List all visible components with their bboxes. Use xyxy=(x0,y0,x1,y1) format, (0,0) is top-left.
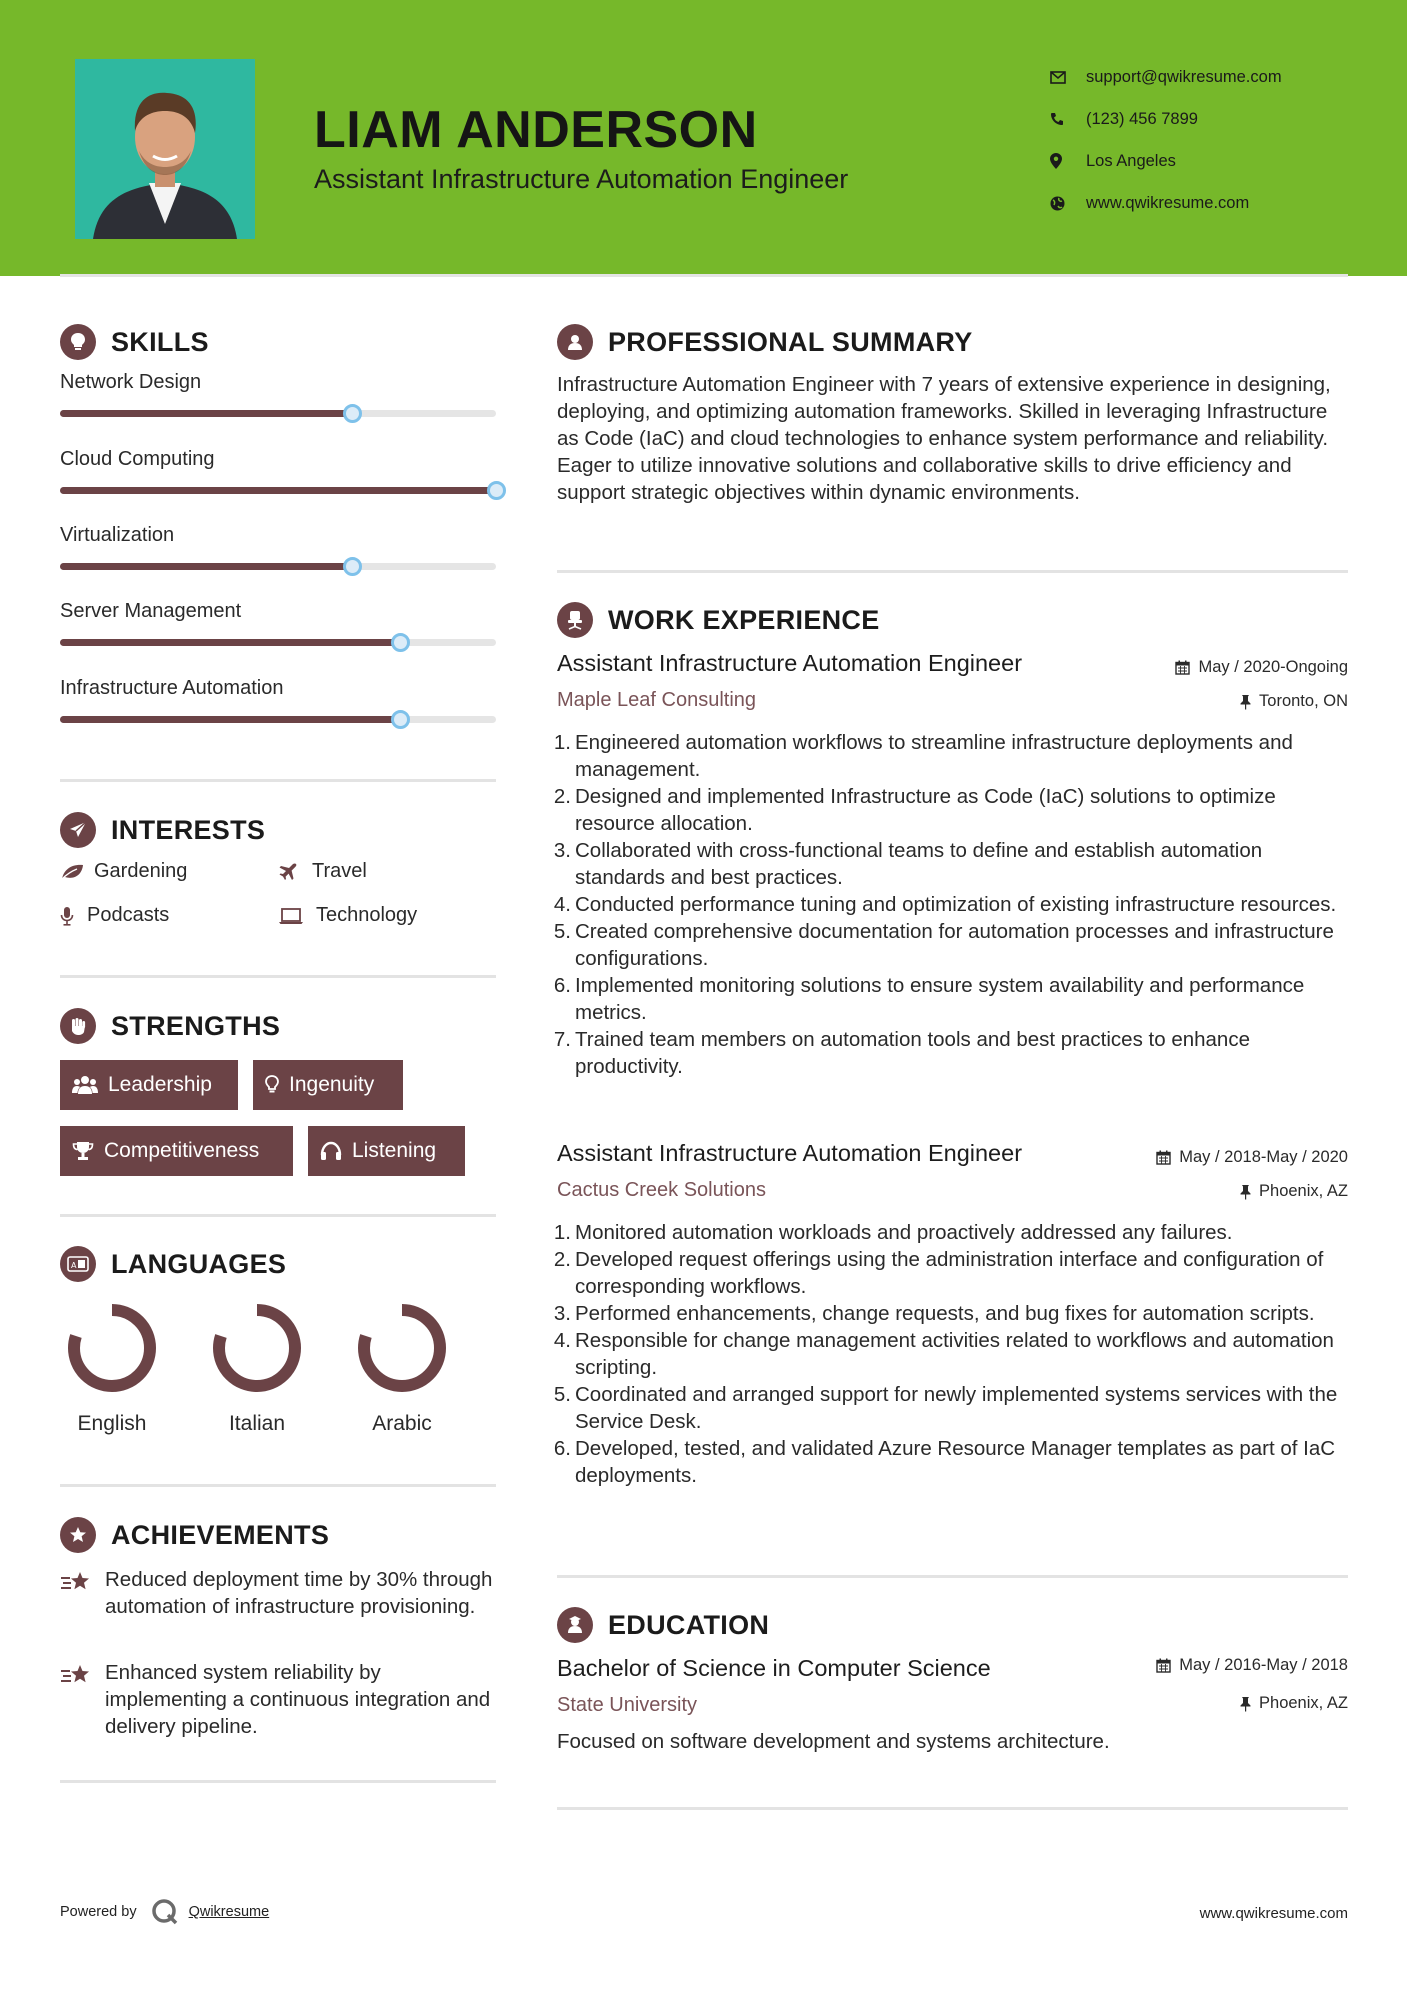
leaf-icon xyxy=(60,863,94,881)
list-item xyxy=(550,1026,1350,1080)
language-ring xyxy=(209,1300,305,1396)
strength-label: Leadership xyxy=(108,1073,212,1096)
list-item xyxy=(550,1435,1350,1489)
job-location xyxy=(1240,692,1348,711)
strength-badge xyxy=(60,1060,238,1110)
skills-heading xyxy=(60,324,209,360)
skill-bar-track xyxy=(60,563,496,570)
footer-website[interactable]: www.qwikresume.com xyxy=(1199,1905,1348,1922)
job-dates xyxy=(1156,1148,1348,1167)
skill-item xyxy=(60,524,496,547)
skill-bar-knob[interactable] xyxy=(343,557,362,576)
skill-name: Infrastructure Automation xyxy=(60,677,284,699)
skill-item xyxy=(60,448,496,471)
users-icon xyxy=(72,1075,98,1095)
shooting-star-icon xyxy=(60,1659,105,1740)
list-text: Coordinated and arranged support for newly implemented systems services with the Service Desk. xyxy=(575,1383,1338,1433)
strengths-heading xyxy=(60,1008,280,1044)
candidate-name: LIAM ANDERSON xyxy=(314,101,758,159)
list-item xyxy=(550,1219,1350,1246)
pushpin-icon xyxy=(1240,1184,1251,1200)
candidate-title: Assistant Infrastructure Automation Engineer xyxy=(314,164,849,194)
list-number: 6. xyxy=(553,974,571,997)
language-ring-arc xyxy=(364,1310,440,1386)
calendar-icon xyxy=(1175,660,1190,675)
pushpin-icon xyxy=(1240,1696,1251,1712)
education-description: Focused on software development and systems architecture. xyxy=(557,1730,1110,1753)
strength-badge xyxy=(253,1060,403,1110)
achievement-text: Reduced deployment time by 30% through automation of infrastructure provisioning. xyxy=(105,1568,493,1618)
laptop-icon xyxy=(278,907,316,925)
languages-title: LANGUAGES xyxy=(111,1248,287,1279)
skill-bar-fill xyxy=(60,716,400,723)
job-title: Assistant Infrastructure Automation Engineer xyxy=(557,1140,1023,1166)
list-number: 2. xyxy=(553,1248,571,1271)
job-responsibilities xyxy=(550,1219,1350,1489)
education-title: EDUCATION xyxy=(608,1609,770,1640)
section-divider xyxy=(60,975,496,978)
section-divider xyxy=(557,570,1348,573)
pushpin-icon xyxy=(1240,694,1251,710)
globe-icon xyxy=(1050,196,1086,211)
language-name: Italian xyxy=(228,1412,286,1435)
graduate-icon xyxy=(557,1607,593,1643)
job-company: Cactus Creek Solutions xyxy=(557,1179,766,1201)
svg-text:A: A xyxy=(71,1261,77,1270)
section-divider xyxy=(60,1214,496,1217)
skill-name: Server Management xyxy=(60,600,242,622)
language-name: Arabic xyxy=(372,1412,432,1435)
language-ring xyxy=(64,1300,160,1396)
interests-heading xyxy=(60,812,265,848)
list-number: 3. xyxy=(553,1302,571,1325)
qwikresume-logo-icon xyxy=(151,1898,179,1926)
degree-title: Bachelor of Science in Computer Science xyxy=(557,1655,991,1681)
section-divider xyxy=(557,1575,1348,1578)
list-item xyxy=(550,972,1350,1026)
language-item xyxy=(197,1300,317,1436)
star-badge-icon xyxy=(60,1517,96,1553)
paper-plane-icon xyxy=(60,812,96,848)
list-text: Engineered automation workflows to streamline infrastructure deployments and management. xyxy=(575,731,1293,781)
contact-block xyxy=(1050,56,1390,224)
skill-bar-fill xyxy=(60,487,496,494)
language-name: English xyxy=(77,1412,147,1435)
profile-photo-illustration xyxy=(75,59,255,239)
contact-website[interactable] xyxy=(1050,182,1390,224)
job-dates-text: May / 2018-May / 2020 xyxy=(1179,1148,1348,1166)
interest-label: Travel xyxy=(312,860,367,882)
strength-label: Listening xyxy=(352,1139,437,1162)
strength-label: Ingenuity xyxy=(289,1073,375,1096)
school-name: State University xyxy=(557,1694,698,1716)
contact-location-text: Los Angeles xyxy=(1086,151,1176,170)
contact-website-text: www.qwikresume.com xyxy=(1086,193,1250,212)
job-title: Assistant Infrastructure Automation Engineer xyxy=(557,650,1023,676)
job-location xyxy=(1240,1182,1348,1201)
phone-icon xyxy=(1050,112,1086,126)
achievement-text: Enhanced system reliability by implementing a continuous integration and delivery pipeline. xyxy=(105,1661,491,1738)
education-dates xyxy=(1156,1656,1348,1675)
section-divider xyxy=(60,779,496,782)
skill-bar-track xyxy=(60,487,496,494)
skill-name: Network Design xyxy=(60,371,202,393)
list-text: Performed enhancements, change requests, and bug fixes for automation scripts. xyxy=(575,1302,1315,1325)
list-number: 6. xyxy=(553,1437,571,1460)
language-ring-arc xyxy=(74,1310,150,1386)
strength-label: Competitiveness xyxy=(104,1139,260,1162)
strength-badge xyxy=(308,1126,465,1176)
skill-bar-fill xyxy=(60,563,352,570)
shooting-star-icon xyxy=(60,1566,105,1620)
skill-bar-fill xyxy=(60,410,352,417)
job-location-text: Toronto, ON xyxy=(1259,692,1348,710)
list-text: Implemented monitoring solutions to ensure system availability and performance metrics. xyxy=(575,974,1305,1024)
job-location-text: Phoenix, AZ xyxy=(1259,1182,1348,1200)
list-number: 7. xyxy=(553,1028,571,1051)
skill-bar-fill xyxy=(60,639,400,646)
hand-fist-icon xyxy=(60,1008,96,1044)
skill-bar-track xyxy=(60,716,496,723)
list-number: 4. xyxy=(553,893,571,916)
interest-label: Podcasts xyxy=(87,904,170,926)
list-item xyxy=(550,891,1350,918)
achievement-item xyxy=(60,1659,500,1740)
skill-bar-knob[interactable] xyxy=(343,404,362,423)
contact-phone-text: (123) 456 7899 xyxy=(1086,109,1198,128)
list-text: Monitored automation workloads and proactively addressed any failures. xyxy=(575,1221,1233,1244)
job-company: Maple Leaf Consulting xyxy=(557,689,757,711)
education-location-text: Phoenix, AZ xyxy=(1259,1694,1348,1712)
job-responsibilities xyxy=(550,729,1350,1080)
qwikresume-link[interactable]: Qwikresume xyxy=(188,1904,270,1920)
list-number: 1. xyxy=(553,731,571,754)
list-text: Developed, tested, and validated Azure Resource Manager templates as part of IaC deployments. xyxy=(575,1437,1336,1487)
list-number: 4. xyxy=(553,1329,571,1352)
footer-branding xyxy=(60,1898,269,1926)
list-text: Designed and implemented Infrastructure as Code (IaC) solutions to optimize resource allocation. xyxy=(575,785,1276,835)
list-text: Responsible for change management activities related to workflows and automation scripting. xyxy=(575,1329,1334,1379)
list-item xyxy=(550,1327,1350,1381)
summary-heading xyxy=(557,324,973,360)
headphones-icon xyxy=(320,1141,342,1161)
skill-bar-knob[interactable] xyxy=(391,710,410,729)
achievements-title: ACHIEVEMENTS xyxy=(111,1519,330,1550)
list-text: Trained team members on automation tools and best practices to enhance productivity. xyxy=(575,1028,1250,1078)
skill-item xyxy=(60,600,496,623)
profile-photo xyxy=(75,59,255,239)
job-dates-text: May / 2020-Ongoing xyxy=(1198,658,1348,676)
list-item xyxy=(550,918,1350,972)
lightbulb-icon xyxy=(60,324,96,360)
list-number: 2. xyxy=(553,785,571,808)
interest-label: Technology xyxy=(316,904,418,926)
office-chair-icon xyxy=(557,602,593,638)
achievements-heading xyxy=(60,1517,329,1553)
skill-name: Cloud Computing xyxy=(60,448,215,470)
strength-badge xyxy=(60,1126,293,1176)
skills-title: SKILLS xyxy=(111,326,209,357)
interest-item xyxy=(278,904,417,927)
list-text: Developed request offerings using the administration interface and configuration of corresponding workflows. xyxy=(575,1248,1324,1298)
skill-item xyxy=(60,371,496,394)
skill-bar-knob[interactable] xyxy=(487,481,506,500)
skill-name: Virtualization xyxy=(60,524,175,546)
list-item xyxy=(550,837,1350,891)
trophy-icon xyxy=(72,1141,94,1161)
language-ring-arc xyxy=(219,1310,295,1386)
language-ring xyxy=(354,1300,450,1396)
section-divider xyxy=(60,1780,496,1783)
list-text: Created comprehensive documentation for automation processes and infrastructure configurations. xyxy=(575,920,1334,970)
contact-location xyxy=(1050,140,1390,182)
microphone-icon xyxy=(60,906,87,926)
job-dates xyxy=(1175,658,1348,677)
education-dates-text: May / 2016-May / 2018 xyxy=(1179,1656,1348,1674)
map-pin-icon xyxy=(1050,153,1086,169)
list-item xyxy=(550,783,1350,837)
language-item xyxy=(52,1300,172,1436)
list-item xyxy=(550,729,1350,783)
list-text: Conducted performance tuning and optimization of existing infrastructure resources. xyxy=(575,893,1337,916)
powered-by-label: Powered by xyxy=(60,1904,137,1920)
calendar-icon xyxy=(1156,1150,1171,1165)
interest-item xyxy=(278,860,367,883)
resume-header xyxy=(0,0,1407,276)
skill-bar-track xyxy=(60,410,496,417)
list-item xyxy=(550,1381,1350,1435)
strengths-title: STRENGTHS xyxy=(111,1010,281,1041)
experience-title: WORK EXPERIENCE xyxy=(608,604,880,635)
education-heading xyxy=(557,1607,769,1643)
list-number: 5. xyxy=(553,920,571,943)
interest-item xyxy=(60,904,169,927)
section-divider xyxy=(60,1484,496,1487)
list-text: Collaborated with cross-functional teams to define and establish automation standards and best practices. xyxy=(575,839,1263,889)
language-card-icon xyxy=(60,1246,96,1282)
contact-email-text: support@qwikresume.com xyxy=(1086,67,1282,86)
interest-label: Gardening xyxy=(94,860,188,882)
envelope-icon xyxy=(1050,71,1086,84)
achievement-item xyxy=(60,1566,500,1620)
lightbulb-icon xyxy=(265,1075,279,1095)
plane-icon xyxy=(278,862,312,882)
education-location xyxy=(1240,1694,1348,1713)
list-number: 5. xyxy=(553,1383,571,1406)
experience-heading xyxy=(557,602,880,638)
skill-bar-track xyxy=(60,639,496,646)
list-number: 3. xyxy=(553,839,571,862)
languages-heading xyxy=(60,1246,286,1282)
user-icon xyxy=(557,324,593,360)
header-divider xyxy=(60,274,1348,277)
contact-email[interactable] xyxy=(1050,56,1390,98)
interest-item xyxy=(60,860,187,883)
section-divider xyxy=(557,1807,1348,1810)
list-item xyxy=(550,1246,1350,1300)
list-number: 1. xyxy=(553,1221,571,1244)
calendar-icon xyxy=(1156,1658,1171,1673)
summary-title: PROFESSIONAL SUMMARY xyxy=(608,326,973,357)
interests-title: INTERESTS xyxy=(111,814,266,845)
contact-phone[interactable] xyxy=(1050,98,1390,140)
list-item xyxy=(550,1300,1350,1327)
summary-text: Infrastructure Automation Engineer with 7 years of extensive experience in designing, deploying, and optimizing automation frameworks. Skilled in leveraging Infrastructure as Code (IaC) and cloud technologies to enhance system performance and reliability. Eager to utilize innovative solutions and collaborative skills to drive efficiency and support strategic objectives within dynamic environments. xyxy=(557,373,1331,504)
language-item xyxy=(342,1300,462,1436)
skill-item xyxy=(60,677,496,700)
skill-bar-knob[interactable] xyxy=(391,633,410,652)
